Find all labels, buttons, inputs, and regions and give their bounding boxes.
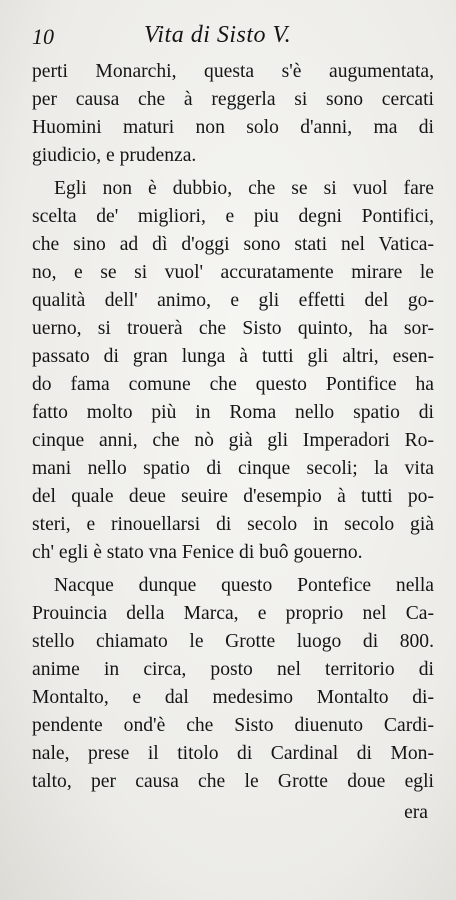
text-line: passato di gran lunga à tutti gli altri, esen- [32, 346, 434, 367]
text-line: nale, prese il titolo di Cardinal di Mon- [32, 743, 434, 764]
text-line: anime in circa, posto nel territorio di [32, 659, 434, 680]
text-line: perti Monarchi, questa s'è augumentata, [32, 61, 434, 82]
text-line: scelta de' migliori, e piu degni Pontifici, [32, 206, 434, 227]
paragraph [32, 175, 434, 567]
text-line: steri, e rinouellarsi di secolo in secolo già [32, 514, 434, 535]
text-line: per causa che à reggerla si sono cercati [32, 89, 434, 110]
running-title: Vita di Sisto V. [144, 22, 292, 48]
text-line: pendente ond'è che Sisto diuenuto Cardi- [32, 715, 434, 736]
text-line: giudicio, e prudenza. [32, 145, 197, 166]
text-line: no, e se si vuol' accuratamente mirare le [32, 262, 434, 283]
paragraph [32, 572, 434, 796]
text-line: ch' egli è stato vna Fenice di buô gouerno. [32, 542, 363, 563]
text-line: Montalto, e dal medesimo Montalto di- [32, 687, 434, 708]
text-line: Egli non è dubbio, che se si vuol fare [54, 178, 434, 199]
text-line: che sino ad dì d'oggi sono stati nel Vatica- [32, 234, 434, 255]
text-line: Prouincia della Marca, e proprio nel Ca- [32, 603, 434, 624]
text-line: Nacque dunque questo Pontefice nella [54, 575, 434, 596]
text-line: stello chiamato le Grotte luogo di 800. [32, 631, 434, 652]
text-line: mani nello spatio di cinque secoli; la vita [32, 458, 434, 479]
text-line: uerno, si trouerà che Sisto quinto, ha sor- [32, 318, 434, 339]
text-line: Huomini maturi non solo d'anni, ma di [32, 117, 434, 138]
text-line: talto, per causa che le Grotte doue egli [32, 771, 434, 792]
page-header [32, 18, 434, 56]
catchword: era [404, 802, 428, 823]
body-text [32, 58, 434, 796]
text-line: del quale deue seuire d'esempio à tutti po- [32, 486, 434, 507]
text-line: fatto molto più in Roma nello spatio di [32, 402, 434, 423]
text-line: cinque anni, che nò già gli Imperadori Ro- [32, 430, 434, 451]
paragraph [32, 58, 434, 170]
text-line: qualità dell' animo, e gli effetti del go- [32, 290, 434, 311]
text-line: do fama comune che questo Pontifice ha [32, 374, 434, 395]
page-number: 10 [32, 24, 54, 49]
